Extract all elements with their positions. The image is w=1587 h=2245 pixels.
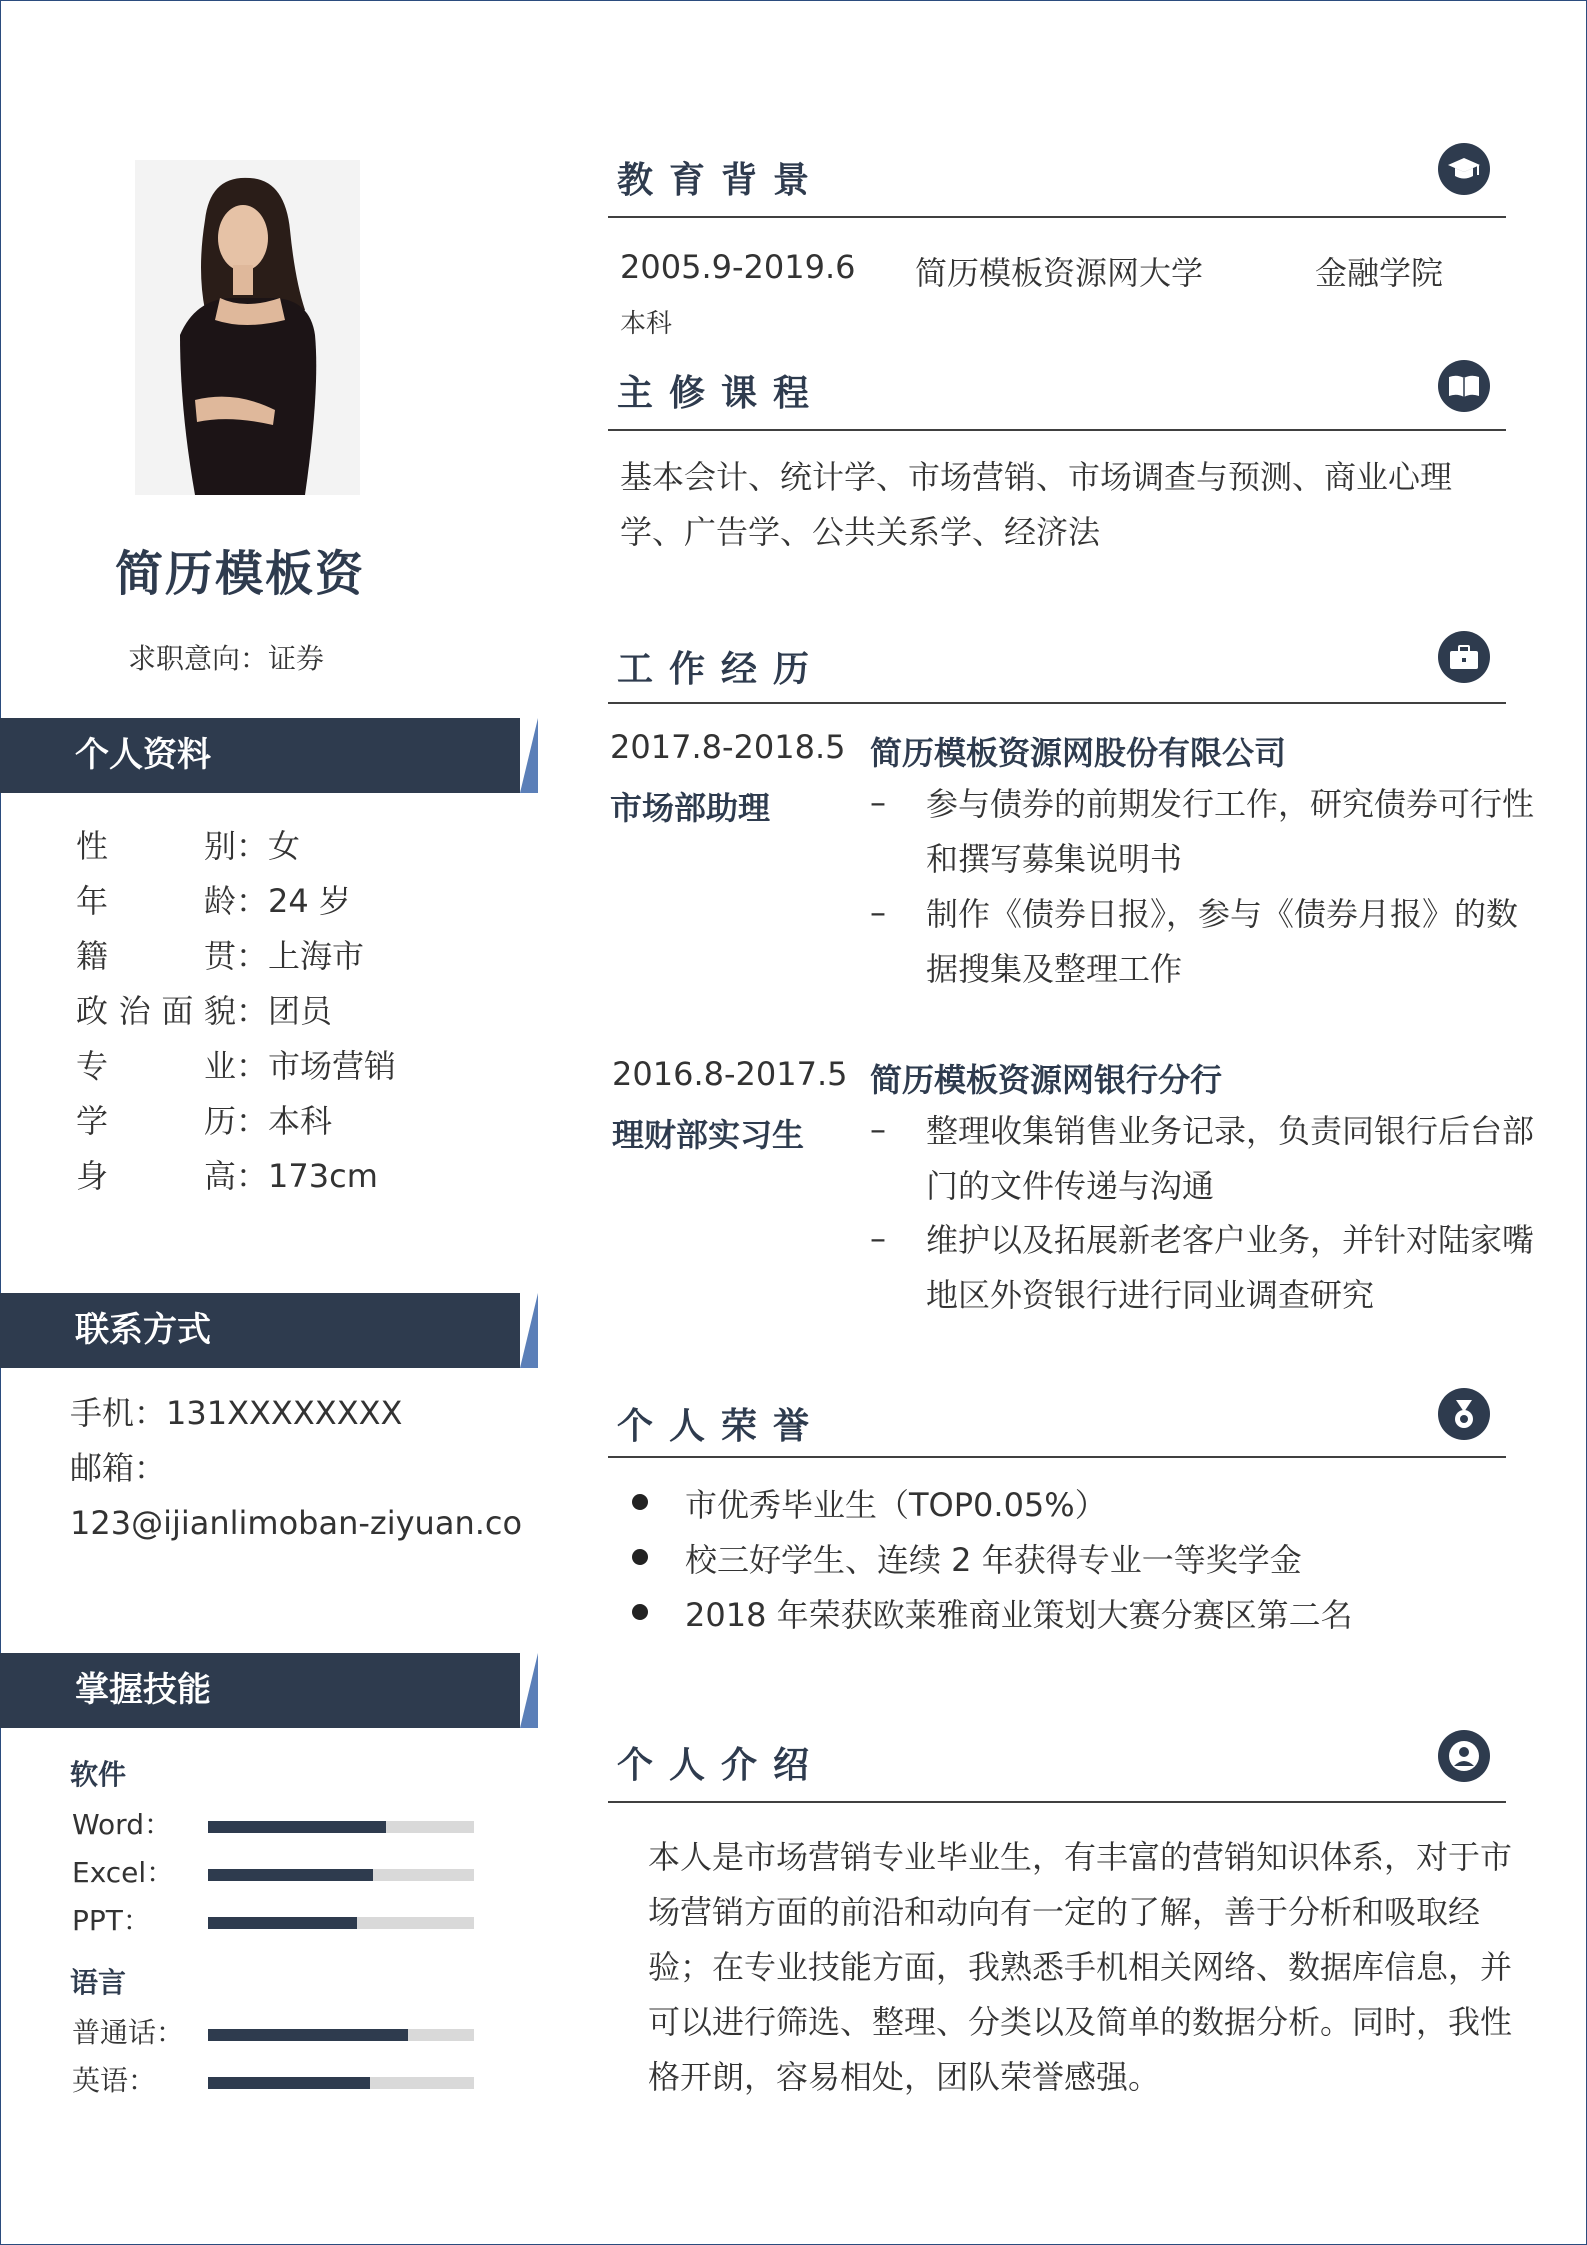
skill-level-fill: [208, 1869, 373, 1881]
info-colon: ：: [236, 1157, 269, 1195]
job-duty: 制作《债券日报》，参与《债券月报》的数据搜集及整理工作: [926, 895, 1519, 988]
language-group-label: 语言: [70, 1966, 127, 1999]
graduation-cap-icon: [1438, 143, 1490, 195]
bullet-dash: –: [870, 783, 886, 821]
skill-level-bar: [208, 1869, 474, 1881]
skill-label: 普通话：: [72, 2016, 185, 2049]
skill-label: 英语：: [72, 2064, 157, 2097]
job-period: 2016.8-2017.5: [612, 1055, 848, 1093]
education-school: 简历模板资源网大学: [915, 254, 1204, 292]
job-duty: 整理收集销售业务记录，负责同银行后台部门的文件传递与沟通: [926, 1112, 1535, 1205]
personal-info-row: [76, 936, 364, 976]
job-duty: 参与债券的前期发行工作，研究债券可行性和撰写募集说明书: [926, 785, 1535, 878]
contact-title: 联系方式: [75, 1310, 211, 1350]
info-value: 市场营销: [268, 1047, 397, 1085]
info-value: 上海市: [268, 937, 365, 975]
medal-icon: [1438, 1388, 1490, 1440]
job-position: 市场部助理: [610, 789, 771, 827]
skill-level-bar: [208, 1917, 474, 1929]
personal-info-row: [76, 1101, 332, 1141]
courses-text: 基本会计、统计学、市场营销、市场调查与预测、商业心理学、广告学、公共关系学、经济法: [620, 458, 1453, 551]
info-value: 24 岁: [268, 882, 351, 920]
skill-label: Word：: [72, 1808, 172, 1841]
personal-info-row: [76, 1046, 396, 1086]
bullet-dash: –: [870, 1219, 886, 1257]
info-key: 籍贯: [76, 937, 236, 975]
software-group-label: 软件: [70, 1758, 127, 1791]
honor-item: 市优秀毕业生（TOP0.05%）: [685, 1486, 1107, 1524]
job-position: 理财部实习生: [612, 1116, 805, 1154]
section-divider: [608, 1456, 1506, 1458]
bullet-dot: [632, 1604, 648, 1620]
about-text: 本人是市场营销专业毕业生，有丰富的营销知识体系，对于市场营销方面的前沿和动向有一定的了解，善于分析和吸取经验；在专业技能方面，我熟悉手机相关网络、数据库信息，并可以进行筛选、整理、分类以及简单的数据分析。同时，我性格开朗，容易相处，团队荣誉感强。: [648, 1838, 1513, 2096]
bullet-dash: –: [870, 1110, 886, 1148]
bullet-dot: [632, 1494, 648, 1510]
education-period: 2005.9-2019.6: [620, 248, 856, 286]
candidate-name: 简历模板资: [114, 546, 365, 602]
info-colon: ：: [236, 882, 269, 920]
email-link[interactable]: 123@ijianlimoban-ziyuan.co: [70, 1504, 523, 1542]
about-title: 个人介绍: [617, 1745, 826, 1786]
info-colon: ：: [236, 1102, 269, 1140]
skill-level-fill: [208, 2077, 370, 2089]
honor-item: 校三好学生、连续 2 年获得专业一等奖学金: [685, 1541, 1302, 1579]
email-label: 邮箱：: [70, 1449, 167, 1487]
info-key: 年龄: [76, 882, 236, 920]
skill-label: Excel：: [72, 1856, 175, 1889]
portrait-image: [135, 160, 360, 495]
section-divider: [608, 1801, 1506, 1803]
personal-info-title: 个人资料: [75, 735, 211, 775]
header-accent: [520, 1293, 538, 1368]
job-company: 简历模板资源网股份有限公司: [870, 734, 1287, 772]
skill-level-fill: [208, 1821, 386, 1833]
skill-level-fill: [208, 2029, 408, 2041]
info-value: 团员: [268, 992, 333, 1030]
job-period: 2017.8-2018.5: [610, 728, 846, 766]
section-divider: [608, 429, 1506, 431]
job-intent-label: 求职意向：: [128, 642, 269, 675]
user-icon: [1438, 1730, 1490, 1782]
education-title: 教育背景: [617, 160, 826, 201]
bullet-dash: –: [870, 893, 886, 931]
personal-info-row: [76, 1156, 378, 1196]
info-colon: ：: [236, 992, 269, 1030]
info-key: 专业: [76, 1047, 236, 1085]
briefcase-icon: [1438, 631, 1490, 683]
courses-title: 主修课程: [617, 373, 826, 414]
personal-info-row: [76, 991, 332, 1031]
job-company: 简历模板资源网银行分行: [870, 1061, 1223, 1099]
phone-text: 手机：131XXXXXXXX: [70, 1394, 403, 1432]
info-value: 173cm: [268, 1157, 378, 1195]
info-colon: ：: [236, 827, 269, 865]
skill-label: PPT：: [72, 1904, 151, 1937]
skill-level-fill: [208, 1917, 357, 1929]
info-value: 女: [268, 827, 301, 865]
info-key: 学历: [76, 1102, 236, 1140]
info-colon: ：: [236, 937, 269, 975]
honor-item: 2018 年荣获欧莱雅商业策划大赛分赛区第二名: [685, 1596, 1353, 1634]
info-value: 本科: [268, 1102, 333, 1140]
personal-info-row: [76, 881, 351, 921]
info-key: 身高: [76, 1157, 236, 1195]
book-icon: [1438, 360, 1490, 412]
bullet-dot: [632, 1549, 648, 1565]
header-accent: [520, 718, 538, 793]
education-degree: 本科: [620, 309, 673, 339]
section-divider: [608, 702, 1506, 704]
skill-level-bar: [208, 2077, 474, 2089]
honors-title: 个人荣誉: [617, 1406, 826, 1447]
header-accent: [520, 1653, 538, 1728]
skill-level-bar: [208, 2029, 474, 2041]
job-intent: [128, 637, 324, 677]
skill-level-bar: [208, 1821, 474, 1833]
profile-photo: [135, 160, 360, 495]
education-college: 金融学院: [1315, 254, 1444, 292]
personal-info-row: [76, 826, 300, 866]
job-duty: 维护以及拓展新老客户业务，并针对陆家嘴地区外资银行进行同业调查研究: [926, 1221, 1535, 1314]
work-title: 工作经历: [617, 649, 826, 690]
section-divider: [608, 216, 1506, 218]
info-key: 政治面貌: [76, 992, 236, 1030]
info-key: 性别: [76, 827, 236, 865]
info-colon: ：: [236, 1047, 269, 1085]
skills-title: 掌握技能: [75, 1670, 211, 1710]
job-intent-value: 证券: [268, 642, 325, 675]
